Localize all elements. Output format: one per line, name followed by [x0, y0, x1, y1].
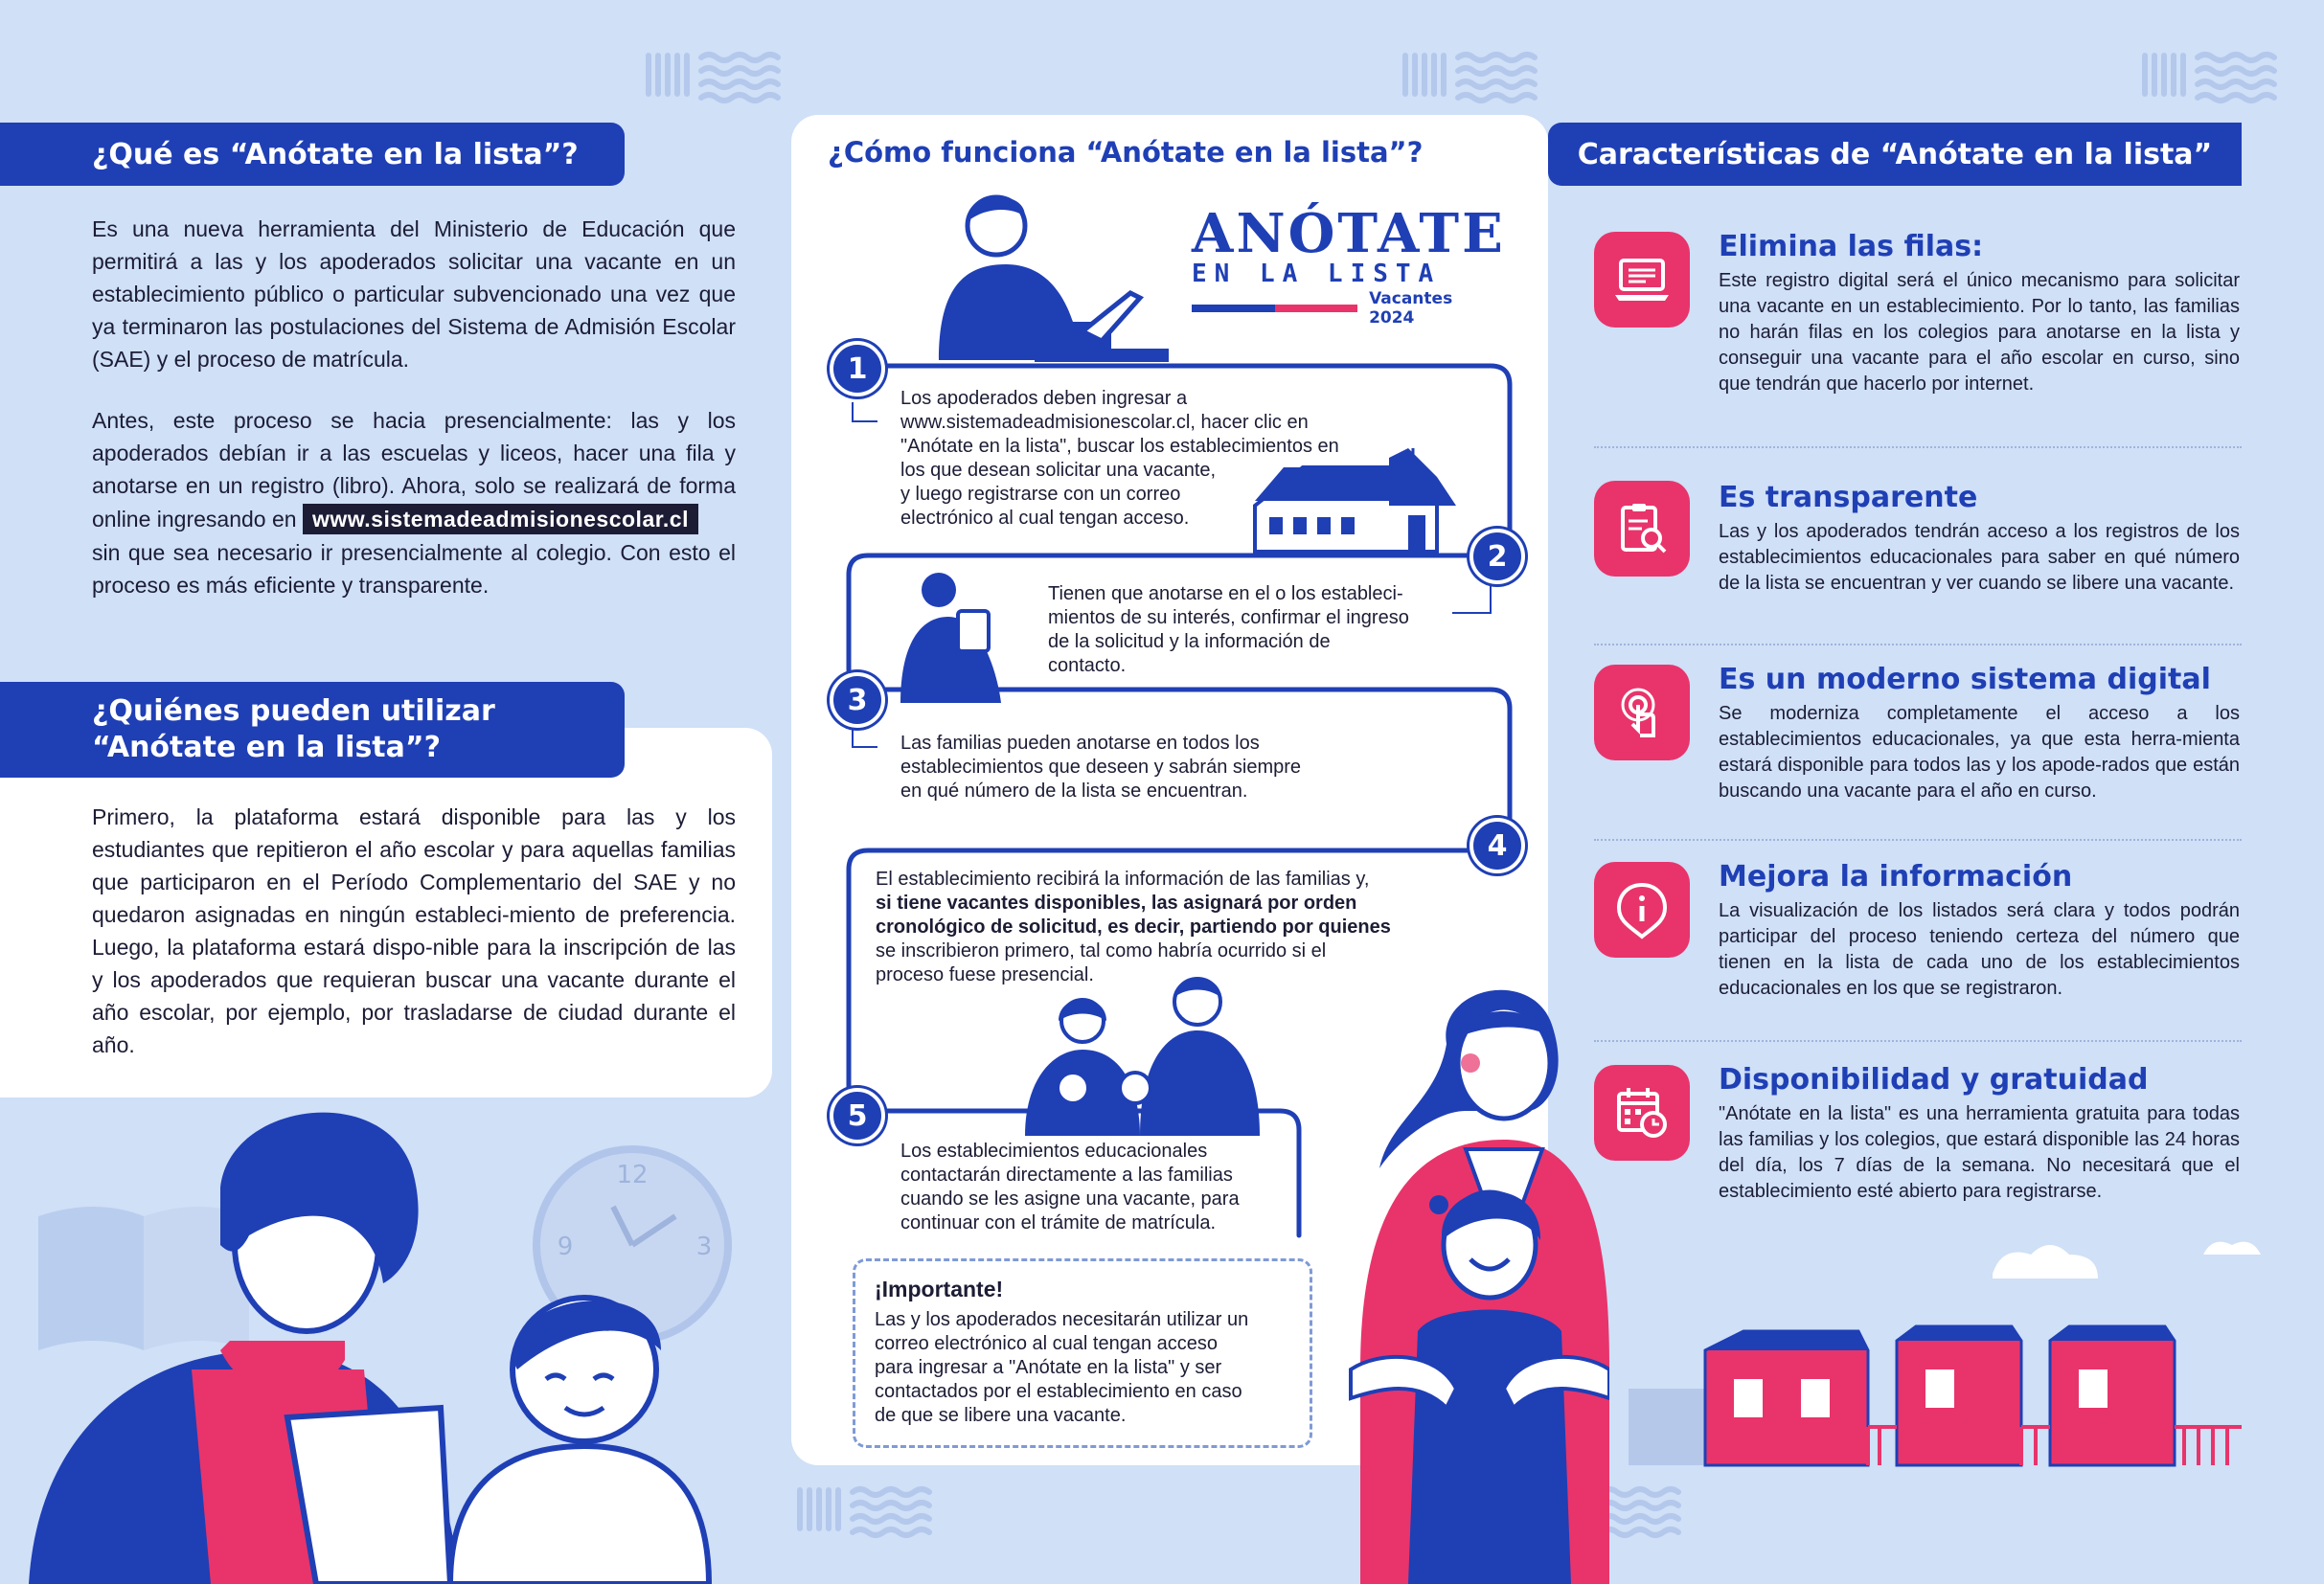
- step-1-line: electrónico al cual tengan acceso.: [900, 508, 1190, 529]
- feature-3-icon: [1594, 665, 1690, 760]
- step-3-text: [900, 732, 1437, 803]
- wave-pattern-icon: [644, 46, 787, 105]
- important-line: para ingresar a "Anótate en la lista" y ser: [875, 1357, 1222, 1378]
- step-2-line: contacto.: [1048, 655, 1127, 676]
- feature-divider: [1594, 839, 2242, 841]
- step-4-line: El establecimiento recibirá la información de las familias y,: [876, 869, 1370, 890]
- section-what-title: ¿Qué es “Anótate en la lista”?: [0, 123, 625, 186]
- feature-3-text: Se moderniza completamente el acceso a los establecimientos educacionales, ya que esta herra-mienta estará disponible para todos las y los apode-rados que están buscando una vacante para el año en curso.: [1719, 703, 2240, 802]
- svg-text:9: 9: [557, 1233, 574, 1261]
- mother-daughter-illustration: [1322, 967, 1609, 1584]
- logo-tag: Vacantes 2024: [1369, 289, 1453, 328]
- step-5-line: Los establecimientos educacionales: [900, 1141, 1208, 1162]
- step-5-line: contactarán directamente a las familias: [900, 1165, 1233, 1186]
- feature-2-icon: [1594, 481, 1690, 577]
- important-text: [875, 1308, 1290, 1428]
- paragraph-2-text: Antes, este proceso se hacia presencialmente: las y los apoderados debían ir a las escuelas y liceos, hacer una fila y anotarse en un registro (libro). Ahora, solo se realizará de forma online ingresando en: [92, 408, 736, 532]
- calendar-clock-icon: [1611, 1082, 1673, 1143]
- touch-icon: [1611, 682, 1673, 743]
- features-title: Características de “Anótate en la lista”: [1548, 123, 2242, 186]
- logo-line1: ANÓTATE: [1192, 202, 1506, 265]
- feature-5-title: Disponibilidad y gratuidad: [1719, 1063, 2149, 1097]
- feature-3-title: Es un moderno sistema digital: [1719, 663, 2211, 696]
- step-2-line: mientos de su interés, confirmar el ingreso: [1048, 607, 1409, 628]
- important-title: ¡Importante!: [875, 1277, 1004, 1301]
- step-1-line: y luego registrarse con un correo: [900, 484, 1181, 505]
- wave-pattern-icon: [1401, 46, 1544, 105]
- feature-5-text: "Anótate en la lista" es una herramienta gratuita para todas las familias y los colegios, que estará disponible las 24 horas del día, los 7 días de la semana. No necesitará que el establecimiento esté abierto para registrarse.: [1719, 1103, 2240, 1202]
- anotate-logo: [1192, 202, 1506, 328]
- feature-2-text: Las y los apoderados tendrán acceso a los registros de los establecimientos educacionales para saber en qué número de la lista se encuentran y ver cuando se libere una vacante.: [1719, 521, 2240, 594]
- step-1-line: los que desean solicitar una vacante,: [900, 460, 1217, 481]
- step-4-line: proceso fuese presencial.: [876, 964, 1094, 985]
- section-who-title-line2: “Anótate en la lista”?: [92, 731, 441, 764]
- step-4-line: si tiene vacantes disponibles, las asignará por orden: [876, 893, 1357, 914]
- houses-illustration: [1629, 1235, 2299, 1494]
- feature-1-icon: [1594, 232, 1690, 328]
- step-2-badge: 2: [1470, 529, 1525, 584]
- laptop-icon: [1611, 249, 1673, 310]
- feature-4-title: Mejora la información: [1719, 860, 2073, 894]
- feature-1-title: Elimina las filas:: [1719, 230, 1984, 263]
- section-who-paragraph: Primero, la plataforma estará disponible para las y los estudiantes que repitieron el año escolar y para aquellas familias que participaron en el Período Complementario del SAE y no quedaron asignadas en ningún estableci-miento de preferencia. Luego, la plataforma estará dispo-nible para la inscripción de las y los apoderados que requieran buscar una vacante durante el año escolar, por ejemplo, por trasladarse de ciudad durante el año.: [92, 804, 736, 1057]
- mother-and-child-illustration: [0, 1063, 795, 1584]
- feature-4-icon: [1594, 862, 1690, 958]
- step-5-badge: 5: [830, 1088, 885, 1143]
- website-url-link[interactable]: www.sistemadeadmisionescolar.cl: [303, 504, 698, 534]
- section-what-paragraph-1: Es una nueva herramienta del Ministerio de Educación que permitirá a las y los apoderados solicitar una vacante en un establecimiento público o particular subvencionado una vez que ya terminaron las postulaciones del Sistema de Admisión Escolar (SAE) y el proceso de matrícula.: [92, 216, 736, 372]
- step-4-badge: 4: [1470, 818, 1525, 873]
- girl-tablet-illustration: [891, 569, 1006, 705]
- step-3-line: Las familias pueden anotarse en todos los: [900, 733, 1260, 754]
- section-what-paragraph-2: [92, 404, 736, 601]
- feature-divider: [1594, 446, 2242, 448]
- section-who-title-line1: ¿Quiénes pueden utilizar: [92, 694, 495, 728]
- important-line: correo electrónico al cual tengan acceso: [875, 1333, 1218, 1354]
- wave-pattern-icon: [795, 1481, 939, 1540]
- step-2-line: de la solicitud y la información de: [1048, 631, 1331, 652]
- step-3-line: establecimientos que deseen y sabrán siempre: [900, 757, 1302, 778]
- important-line: Las y los apoderados necesitarán utilizar un: [875, 1309, 1249, 1330]
- important-line: contactados por el establecimiento en caso: [875, 1381, 1242, 1402]
- step-5-line: cuando se les asigne una vacante, para: [900, 1188, 1240, 1210]
- step-5-text: [900, 1140, 1322, 1235]
- woman-laptop-illustration: [920, 188, 1169, 370]
- feature-4-text: La visualización de los listados será clara y todos podrán participar del proceso teniendo certeza del número que tienen en la lista de cada uno de los establecimientos educacionales en los que se registraron.: [1719, 900, 2240, 999]
- feature-5-icon: [1594, 1065, 1690, 1161]
- feature-divider: [1594, 644, 2242, 645]
- school-building-illustration: [1245, 448, 1468, 554]
- svg-text:3: 3: [695, 1233, 713, 1261]
- wave-pattern-icon: [2140, 46, 2284, 105]
- family-illustration: [1015, 973, 1265, 1136]
- step-1-line: www.sistemadeadmisionescolar.cl, hacer clic en: [900, 412, 1309, 433]
- step-4-line: se inscribieron primero, tal como habría ocurrido si el: [876, 940, 1327, 962]
- paragraph-2-continuation: sin que sea necesario ir presencialmente al colegio. Con esto el proceso es más eficiente y transparente.: [92, 540, 736, 598]
- step-2-line: Tienen que anotarse en el o los estableci-: [1048, 583, 1403, 604]
- info-icon: [1611, 879, 1673, 940]
- svg-text:12: 12: [616, 1161, 649, 1189]
- feature-2-title: Es transparente: [1719, 481, 1978, 514]
- feature-divider: [1594, 1040, 2242, 1042]
- step-1-badge: 1: [830, 341, 885, 396]
- step-5-line: continuar con el trámite de matrícula.: [900, 1212, 1217, 1233]
- important-box: [853, 1258, 1312, 1448]
- step-1-line: "Anótate en la lista", buscar los establecimientos en: [900, 436, 1339, 457]
- logo-flag-bar: [1192, 289, 1498, 328]
- feature-1-text: Este registro digital será el único mecanismo para solicitar una vacante en un establecimiento. Por lo tanto, las familias no harán filas en los colegios para anotarse en la lista y conseguir una vacante para el año escolar en curso, sino que tendrán que hacerlo por internet.: [1719, 270, 2240, 395]
- clipboard-search-icon: [1611, 498, 1673, 559]
- important-line: de que se libere una vacante.: [875, 1405, 1127, 1426]
- logo-line2: EN LA LISTA: [1192, 260, 1442, 288]
- step-3-badge: 3: [830, 672, 885, 728]
- step-1-line: Los apoderados deben ingresar a: [900, 388, 1188, 409]
- step-2-text: [1048, 582, 1479, 678]
- section-who-title: [0, 682, 625, 778]
- step-3-line: en qué número de la lista se encuentran.: [900, 781, 1248, 802]
- step-4-line: cronológico de solicitud, es decir, partiendo por quienes: [876, 916, 1391, 938]
- how-it-works-title: ¿Cómo funciona “Anótate en la lista”?: [828, 136, 1424, 169]
